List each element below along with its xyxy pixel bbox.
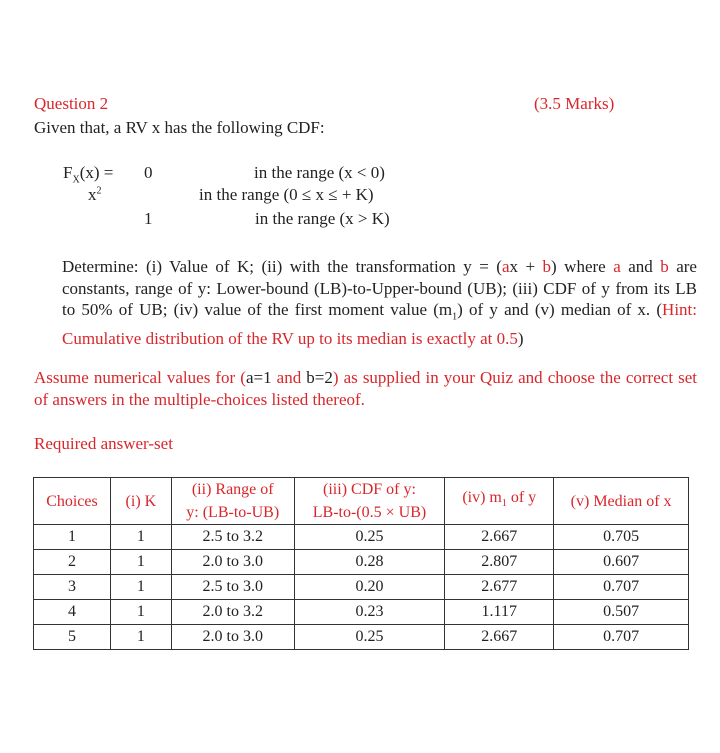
header-median: (v) Median of x (554, 478, 689, 525)
header-choices: Choices (34, 478, 111, 525)
cell-cdf: 0.25 (294, 525, 445, 550)
cell-k: 1 (110, 625, 171, 650)
table-row (34, 575, 689, 600)
cell-median: 0.507 (554, 600, 689, 625)
header-m1: (iv) $m_1$ of y (445, 478, 554, 525)
cell-k: 1 (110, 525, 171, 550)
cell-median: 0.707 (554, 575, 689, 600)
cell-median: 0.707 (554, 625, 689, 650)
cell-choice: 1 (34, 525, 111, 550)
cell-choice: 4 (34, 600, 111, 625)
hint-text: Hint: Cumulative distribution of the RV up to its median is exactly at 0.5 (62, 300, 697, 348)
cell-median: 0.705 (554, 525, 689, 550)
cell-k: 1 (110, 600, 171, 625)
cell-m1: 2.807 (445, 550, 554, 575)
question-title: Question 2 (34, 94, 109, 113)
cell-range: 2.0 to 3.2 (171, 600, 294, 625)
cell-range: 2.0 to 3.0 (171, 625, 294, 650)
cdf-value-1: $x^2$ (88, 185, 102, 204)
cell-cdf: 0.20 (294, 575, 445, 600)
cell-range: 2.0 to 3.0 (171, 550, 294, 575)
marks-label: (3.5 Marks) (534, 94, 615, 113)
required-answer-set-label: Required answer-set (34, 434, 173, 453)
cell-range: 2.5 to 3.0 (171, 575, 294, 600)
cell-k: 1 (110, 575, 171, 600)
table-row (34, 625, 689, 650)
determine-paragraph: Determine: (i) Value of K; (ii) with the transformation y = (ax + b) where a and b are constants, range of y: Lower-bound (LB)-to-Upper-bound (UB); (iii) CDF of y from its LB to 50% of UB; (iv) value of the first moment value $(m_1)$ of y and (v) median of x. (Hint: Cumulative distribution of the RV up to its median is exactly at 0.5) (62, 257, 697, 348)
cell-m1: 1.117 (445, 600, 554, 625)
cell-cdf: 0.23 (294, 600, 445, 625)
cdf-range-0: in the range (x < 0) (254, 163, 385, 182)
cell-choice: 5 (34, 625, 111, 650)
header-k: (i) K (110, 478, 171, 525)
cdf-lhs: $F_X(x)$ = (63, 163, 114, 186)
header-cdf: (iii) CDF of y: LB-to-(0.5 × UB) (294, 478, 445, 525)
assume-paragraph: Assume numerical values for (a=1 and b=2) as supplied in your Quiz and choose the correct set of answers in the multiple-choices listed thereof. (34, 368, 697, 409)
cell-m1: 2.667 (445, 525, 554, 550)
cell-m1: 2.667 (445, 625, 554, 650)
given-statement: Given that, a RV x has the following CDF: (34, 118, 325, 137)
cell-range: 2.5 to 3.2 (171, 525, 294, 550)
cdf-value-2: 1 (144, 209, 153, 228)
cell-m1: 2.677 (445, 575, 554, 600)
cell-cdf: 0.28 (294, 550, 445, 575)
cell-cdf: 0.25 (294, 625, 445, 650)
cdf-range-2: in the range (x > K) (255, 209, 390, 228)
cell-choice: 2 (34, 550, 111, 575)
cell-choice: 3 (34, 575, 111, 600)
answer-table (33, 477, 689, 650)
cell-k: 1 (110, 550, 171, 575)
header-range: (ii) Range of y: (LB-to-UB) (171, 478, 294, 525)
table-row (34, 600, 689, 625)
cell-median: 0.607 (554, 550, 689, 575)
cdf-range-1: in the range (0 ≤ x ≤ + K) (199, 185, 374, 204)
table-header-row (34, 478, 689, 525)
cdf-value-0: 0 (144, 163, 153, 182)
table-row (34, 525, 689, 550)
table-row (34, 550, 689, 575)
